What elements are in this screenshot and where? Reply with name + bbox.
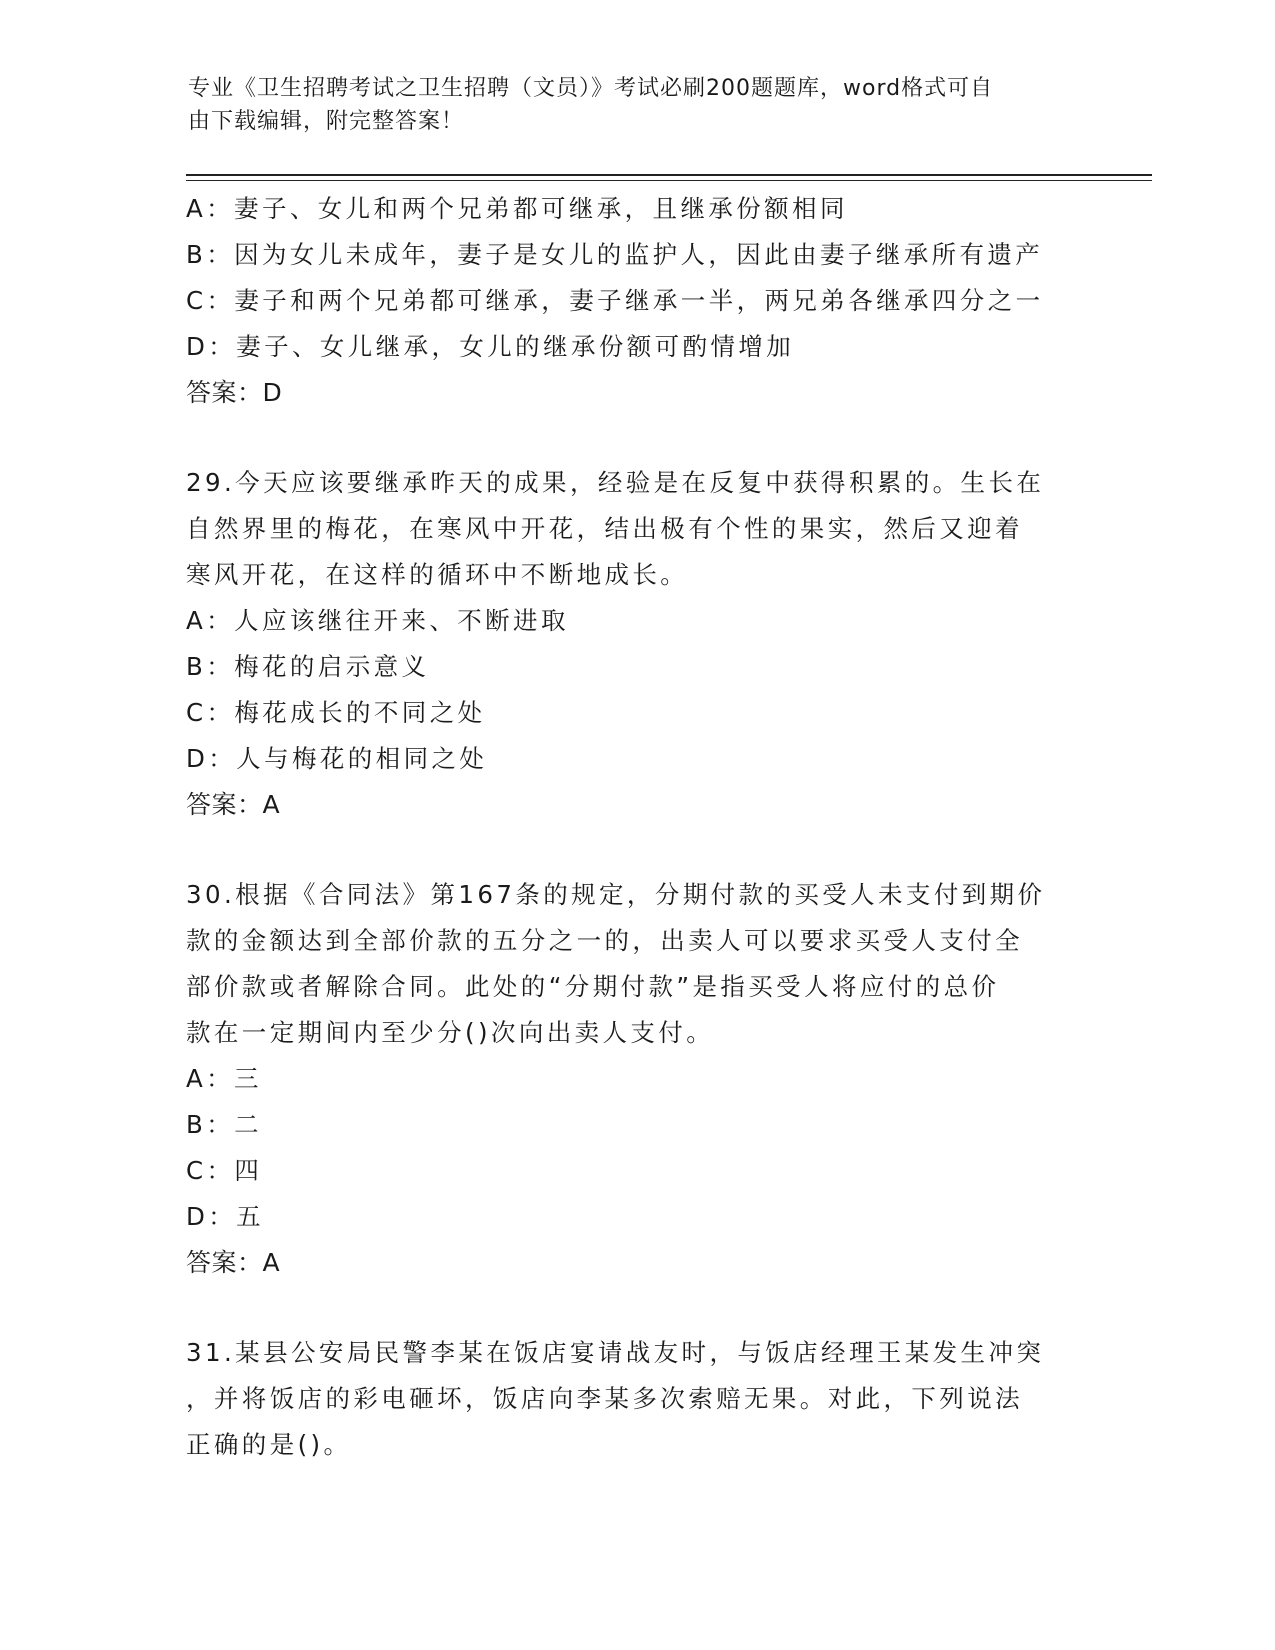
- question-content: [186, 186, 1086, 1468]
- option-a: A：人应该继往开来、不断进取: [186, 606, 569, 635]
- option-c: C：妻子和两个兄弟都可继承，妻子继承一半，两兄弟各继承四分之一: [186, 286, 1044, 315]
- answer-line: 答案：D: [186, 378, 283, 407]
- option-c: C：梅花成长的不同之处: [186, 698, 486, 727]
- stem-line: 31.某县公安局民警李某在饭店宴请战友时，与饭店经理王某发生冲突: [186, 1338, 1045, 1367]
- question-stem: [186, 872, 1086, 1056]
- question-30-block: [186, 872, 1086, 1286]
- option-d: D：五: [186, 1202, 265, 1231]
- question-31-block: [186, 1330, 1086, 1468]
- header-title-line-1: 专业《卫生招聘考试之卫生招聘（文员）》考试必刷200题题库，word格式可自: [188, 76, 994, 101]
- option-c: C：四: [186, 1156, 263, 1185]
- answer-line: 答案：A: [186, 790, 281, 819]
- option-a: A：三: [186, 1064, 262, 1093]
- stem-line: 自然界里的梅花，在寒风中开花，结出极有个性的果实，然后又迎着: [186, 514, 1023, 543]
- option-d: D：妻子、女儿继承，女儿的继承份额可酌情增加: [186, 332, 795, 361]
- option-b: B：因为女儿未成年，妻子是女儿的监护人，因此由妻子继承所有遗产: [186, 240, 1044, 269]
- option-b: B：二: [186, 1110, 263, 1139]
- question-29-block: [186, 460, 1086, 828]
- answer-line: 答案：A: [186, 1248, 281, 1277]
- question-stem: [186, 1330, 1086, 1468]
- header-divider-thin: [186, 180, 1152, 181]
- stem-line: 29.今天应该要继承昨天的成果，经验是在反复中获得积累的。生长在: [186, 468, 1045, 497]
- stem-line: 正确的是()。: [186, 1430, 352, 1459]
- stem-line: 30.根据《合同法》第167条的规定，分期付款的买受人未支付到期价: [186, 880, 1046, 909]
- option-d: D：人与梅花的相同之处: [186, 744, 488, 773]
- stem-line: 部价款或者解除合同。此处的“分期付款”是指买受人将应付的总价: [186, 972, 1000, 1001]
- option-b: B：梅花的启示意义: [186, 652, 430, 681]
- header-title-line-2: 由下载编辑，附完整答案！: [188, 109, 465, 134]
- document-header: [188, 72, 1068, 138]
- stem-line: ，并将饭店的彩电砸坏，饭店向李某多次索赔无果。对此，下列说法: [186, 1384, 1023, 1413]
- header-divider: [186, 174, 1152, 176]
- stem-line: 款在一定期间内至少分()次向出卖人支付。: [186, 1018, 715, 1047]
- stem-line: 款的金额达到全部价款的五分之一的，出卖人可以要求买受人支付全: [186, 926, 1023, 955]
- question-stem: [186, 460, 1086, 598]
- stem-line: 寒风开花，在这样的循环中不断地成长。: [186, 560, 689, 589]
- question-28-block: [186, 186, 1086, 416]
- option-a: A：妻子、女儿和两个兄弟都可继承，且继承份额相同: [186, 194, 848, 223]
